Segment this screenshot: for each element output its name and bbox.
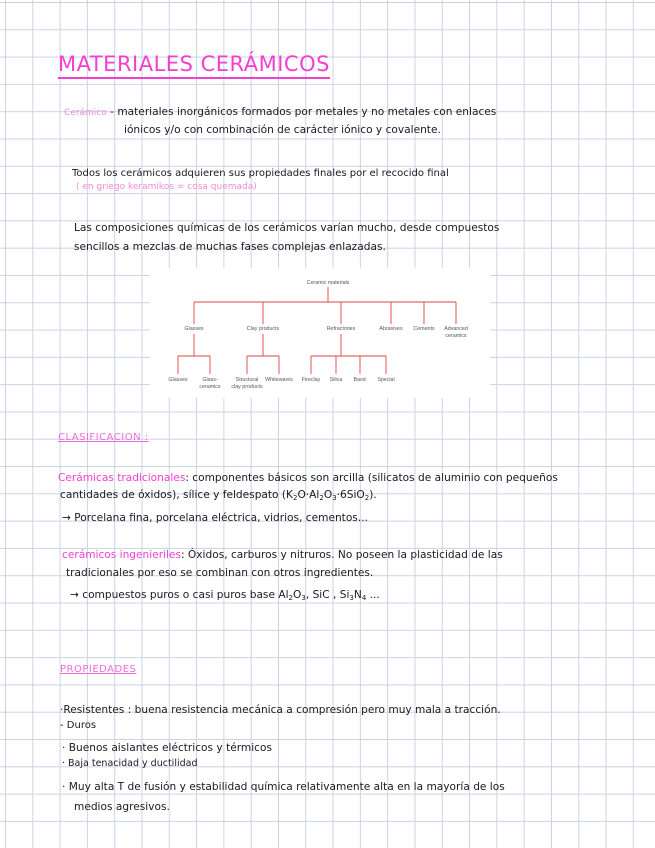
text-part: O xyxy=(293,589,302,601)
subscript: 2 xyxy=(288,594,294,602)
diagram-leaf-clay-products: clay products xyxy=(231,384,263,390)
property-item: ·Resistentes : buena resistencia mecánica a compresión pero muy mala a tracción. xyxy=(60,704,501,716)
intro-line-1: Todos los cerámicos adquieren sus propiedades finales por el recocido final xyxy=(72,168,449,179)
compositions-line-2: sencillos a mezclas de muchas fases complejas enlazadas. xyxy=(74,241,386,253)
ceramic-materials-diagram xyxy=(150,268,490,398)
text-part: O·Al xyxy=(297,489,320,501)
traditional-line-1 xyxy=(58,471,558,485)
diagram-leaf-special: Special xyxy=(377,377,395,383)
diagram-leaf-fireclay: Fireclay xyxy=(301,377,321,383)
diagram-node-refractories: Refractories xyxy=(326,326,356,332)
subscript: 4 xyxy=(361,594,367,602)
diagram-svg xyxy=(150,268,490,398)
definition-line-1 xyxy=(64,105,496,120)
subscript: 3 xyxy=(349,594,354,602)
diagram-leaf-basic: Basic xyxy=(353,377,367,383)
page-title: MATERIALES CERÁMICOS xyxy=(58,52,330,79)
subscript: 2 xyxy=(319,494,324,502)
engineering-example xyxy=(70,588,380,602)
traditional-text: : componentes básicos son arcilla (silicatos de aluminio con pequeños xyxy=(185,472,558,484)
diagram-node-glasses: Glasses xyxy=(184,326,204,332)
diagram-node-ceramics: ceramics xyxy=(445,333,467,339)
subscript: 3 xyxy=(301,594,306,602)
property-item: - Duros xyxy=(60,720,97,731)
engineering-line-1 xyxy=(62,548,503,562)
text-part: → compuestos puros o casi puros base Al xyxy=(70,589,289,601)
diagram-leaf-ceramics: ceramics xyxy=(199,384,221,390)
property-item: · Baja tenacidad y ductilidad xyxy=(62,758,198,769)
diagram-leaf-glass: Glass- xyxy=(202,377,218,383)
text-part: N xyxy=(353,589,362,601)
text-part: O xyxy=(323,489,333,501)
text-part: ... xyxy=(366,589,380,601)
compositions-line-1: Las composiciones químicas de los cerámicos varían mucho, desde compuestos xyxy=(74,222,500,234)
engineering-line-2: tradicionales por eso se combinan con otros ingredientes. xyxy=(66,567,374,579)
subscript: 2 xyxy=(364,494,370,502)
diagram-leaf-silica: Silica xyxy=(329,377,343,383)
definition-line-2: iónicos y/o con combinación de carácter iónico y covalente. xyxy=(124,124,441,136)
properties-heading: PROPIEDADES xyxy=(60,664,137,675)
definition-term: Cerámico xyxy=(64,108,107,118)
engineering-text: : Óxidos, carburos y nitruros. No poseen la plasticidad de las xyxy=(181,549,503,561)
property-item: medios agresivos. xyxy=(74,801,170,813)
intro-line-2: ( en griego keramikos = cosa quemada) xyxy=(76,182,257,192)
definition-text: - materiales inorgánicos formados por metales y no metales con enlaces xyxy=(110,106,497,118)
traditional-term: Cerámicas tradicionales xyxy=(58,472,186,484)
diagram-node-cements: Cements xyxy=(413,326,435,332)
engineering-term: cerámicos ingenieriles xyxy=(62,549,181,561)
diagram-node-clay-products: Clay products xyxy=(246,326,280,332)
subscript: 2 xyxy=(293,494,298,502)
property-item: · Muy alta T de fusión y estabilidad química relativamente alta en la mayoría de los xyxy=(62,781,505,793)
text-part: ). xyxy=(369,489,377,501)
text-part: , SiC , Si xyxy=(305,589,350,601)
diagram-leaf-whitewares: Whitewares xyxy=(265,377,293,383)
diagram-node-abrasives: Abrasives xyxy=(379,326,403,332)
text-part: cantidades de óxidos), sílice y feldespato (K xyxy=(60,489,293,501)
subscript: 3 xyxy=(332,494,337,502)
diagram-leaf-structural: Structural xyxy=(235,377,259,383)
traditional-example: → Porcelana fina, porcelana eléctrica, vidrios, cementos... xyxy=(62,512,368,524)
diagram-root-label: Ceramic materials xyxy=(306,280,350,286)
diagram-node-advanced: Advanced xyxy=(444,326,468,332)
diagram-leaf-glasses: Glasses xyxy=(168,377,188,383)
traditional-line-2 xyxy=(60,488,377,502)
text-part: ·6SiO xyxy=(336,489,365,501)
classification-heading: CLASIFICACION : xyxy=(58,432,149,443)
property-item: · Buenos aislantes eléctricos y térmicos xyxy=(62,742,272,754)
